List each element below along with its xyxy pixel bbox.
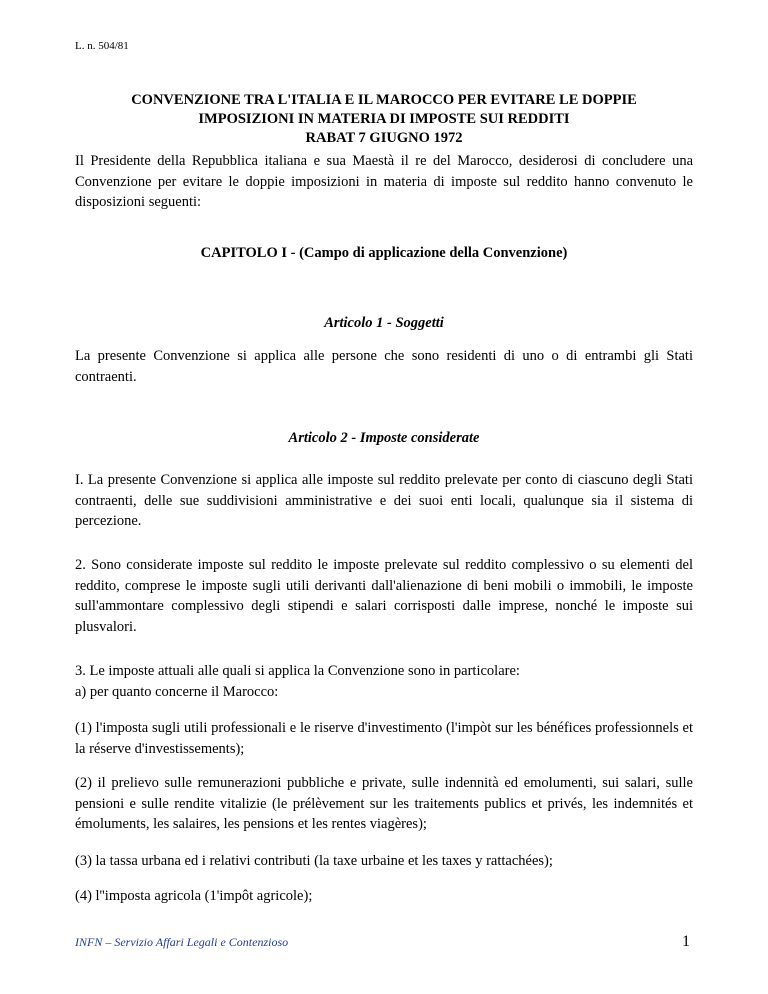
- list-item-3: (3) la tassa urbana ed i relativi contributi (la taxe urbaine et les taxes y rattachées);: [75, 853, 553, 869]
- article-2-heading: Articolo 2 - Imposte considerate: [288, 430, 480, 446]
- title-line-1: CONVENZIONE TRA L'ITALIA E IL MAROCCO PER EVITARE LE DOPPIE: [131, 92, 637, 108]
- article-2-paragraph-3: [75, 661, 693, 702]
- preamble-paragraph: Il Presidente della Repubblica italiana e sua Maestà il re del Marocco, desiderosi di concludere una Convenzione per evitare le doppie imposizioni in materia di imposte sul reddito hanno convenuto le disposizioni seguenti:: [75, 153, 693, 210]
- article-2-paragraph-1: I. La presente Convenzione si applica alle imposte sul reddito prelevate per conto di ciascuno degli Stati contraenti, delle sue suddivisioni amministrative e dei suoi enti locali, qualunque sia il sistema di percezione.: [75, 472, 693, 529]
- title-line-3: RABAT 7 GIUGNO 1972: [305, 130, 463, 146]
- footer-office: INFN – Servizio Affari Legali e Contenzioso: [75, 935, 289, 949]
- list-item-4: (4) l''imposta agricola (1'impôt agricole);: [75, 888, 313, 904]
- paragraph-3-subheading: a) per quanto concerne il Marocco:: [75, 683, 279, 700]
- article-1-text: La presente Convenzione si applica alle persone che sono residenti di uno o di entrambi gli Stati contraenti.: [75, 348, 693, 385]
- article-1-heading: Articolo 1 - Soggetti: [324, 315, 444, 331]
- article-2-paragraph-2: 2. Sono considerate imposte sul reddito le imposte prelevate sul reddito complessivo o su elementi del reddito, comprese le imposte sugli utili derivanti dall'alienazione di beni mobili o immobili, le imposte sull'ammontare complessivo degli stipendi e salari corrisposti dalle imprese, nonché le imposte sui plusvalori.: [75, 557, 693, 635]
- chapter-heading: CAPITOLO I - (Campo di applicazione della Convenzione): [200, 245, 568, 261]
- title-line-2: IMPOSIZIONI IN MATERIA DI IMPOSTE SUI REDDITI: [198, 111, 570, 127]
- law-reference: L. n. 504/81: [75, 40, 129, 52]
- document-title: [75, 91, 693, 148]
- list-item-2: (2) il prelievo sulle remunerazioni pubbliche e private, sulle indennità ed emolumenti, sui salari, sulle pensioni e sulle rendite vitalizie (le prélèvement sur les traitements publics et privés, les indemnités et émoluments, les salaires, les pensions et les rentes viagères);: [75, 775, 693, 832]
- page-number: 1: [682, 933, 690, 950]
- list-item-1: (1) l'imposta sugli utili professionali e le riserve d'investimento (l'impòt sur les bénéfices professionnels et la réserve d'investissements);: [75, 720, 693, 757]
- paragraph-3-intro: 3. Le imposte attuali alle quali si applica la Convenzione sono in particolare:: [75, 663, 520, 679]
